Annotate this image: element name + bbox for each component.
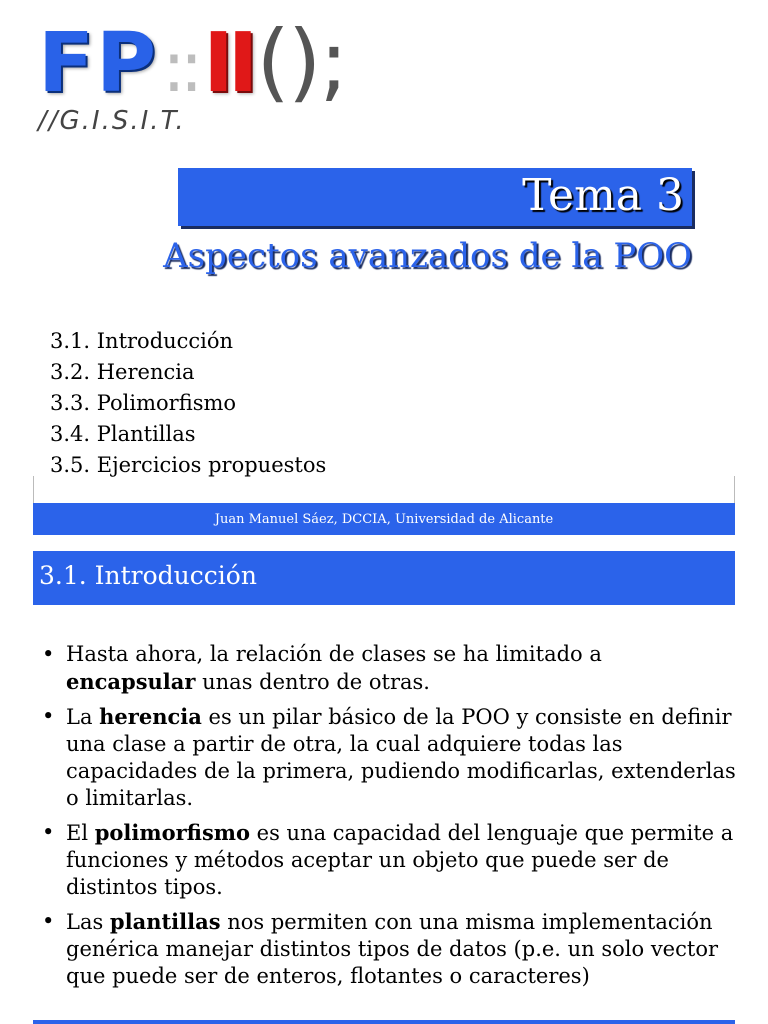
toc-item: 3.2. Herencia [50, 360, 195, 384]
bullet-text: Hasta ahora, la relación de clases se ha limitado a [66, 642, 602, 666]
bullet-keyword: plantillas [109, 909, 221, 934]
logo-ii: II [203, 16, 253, 111]
bullet-dot: • [42, 704, 55, 728]
slide-bottom-rule [33, 1020, 735, 1024]
slide-border-left [33, 476, 34, 506]
bullet-item [36, 819, 736, 901]
footer-bar [33, 503, 735, 535]
logo-paren: (); [256, 12, 347, 112]
bullet-keyword: polimorfismo [94, 820, 250, 845]
slide-subtitle: Aspectos avanzados de la POO [163, 236, 692, 276]
footer-author: Juan Manuel Sáez, DCCIA, Universidad de Alicante [214, 511, 554, 527]
bullet-keyword: herencia [99, 704, 202, 729]
bullet-item [36, 641, 736, 696]
bullet-text: La [66, 705, 100, 729]
toc-item: 3.5. Ejercicios propuestos [50, 453, 327, 477]
toc-item: 3.1. Introducción [50, 329, 234, 353]
table-of-contents [50, 326, 326, 481]
bullet-dot: • [42, 642, 55, 666]
toc-item: 3.3. Polimorfismo [50, 391, 237, 415]
bullet-text: unas dentro de otras. [195, 670, 430, 694]
logo-subtitle: //G.I.S.I.T. [38, 106, 186, 136]
fp-logo [38, 14, 418, 134]
section-header [33, 551, 735, 605]
bullet-dot: • [42, 820, 55, 844]
bullet-text: nos permiten con una misma implementación genérica manejar distintos tipos de datos (p.e. un solo vector que puede ser de enteros, flotantes o caracteres) [66, 910, 718, 988]
tema-title: Tema 3 [522, 170, 684, 221]
bullet-keyword: encapsular [66, 669, 196, 694]
logo-colons: :: [162, 26, 198, 108]
bullet-text: Las [66, 910, 110, 934]
slide-border-right [734, 476, 735, 506]
bullet-item [36, 703, 736, 812]
section-title: 3.1. Introducción [39, 561, 257, 590]
logo-fp: FP [38, 16, 159, 111]
logo-wordmark [38, 14, 346, 110]
bullet-dot: • [42, 909, 55, 933]
bullet-text: El [66, 821, 95, 845]
toc-item: 3.4. Plantillas [50, 422, 196, 446]
bullet-item [36, 908, 736, 990]
bullet-list [36, 641, 736, 997]
tema-banner [178, 168, 692, 226]
bullet-text: es un pilar básico de la POO y consiste en definir una clase a partir de otra, la cual adquiere todas las capacidades de la primera, pudiendo modificarlas, extenderlas o limitarlas. [66, 705, 736, 810]
bullet-text: es una capacidad del lenguaje que permite a funciones y métodos aceptar un objeto que puede ser de distintos tipos. [66, 821, 734, 899]
